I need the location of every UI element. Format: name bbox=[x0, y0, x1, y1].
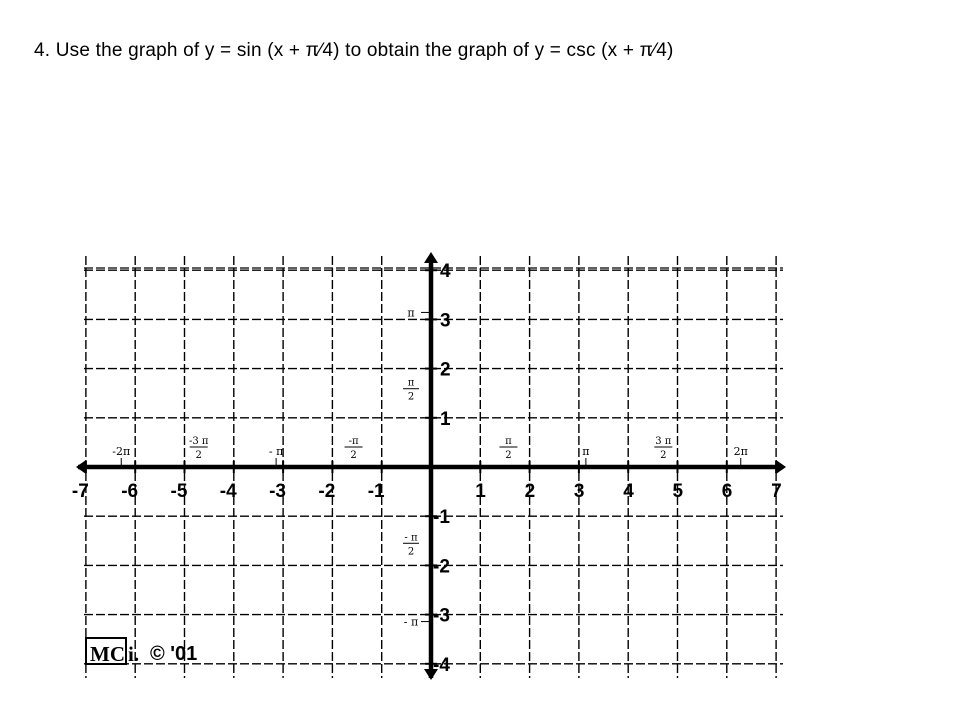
y-pi-label: π bbox=[407, 306, 415, 320]
x-tick-label: 4 bbox=[623, 481, 634, 502]
x-pi-numerator: -π bbox=[348, 436, 359, 447]
x-axis-arrow-right bbox=[776, 460, 786, 474]
x-tick-label: -1 bbox=[367, 481, 385, 502]
y-pi-denominator: 2 bbox=[407, 546, 415, 558]
y-tick-label: 1 bbox=[440, 408, 451, 430]
y-tick-label: -3 bbox=[433, 605, 450, 627]
x-pi-label: - π bbox=[268, 445, 284, 458]
x-pi-denominator: 2 bbox=[350, 450, 357, 461]
x-pi-numerator: 3 π bbox=[655, 436, 672, 447]
logo bbox=[86, 638, 197, 666]
y-tick-label: -1 bbox=[433, 507, 450, 529]
x-tick-label: -3 bbox=[269, 481, 287, 502]
x-tick-label: -7 bbox=[71, 481, 89, 502]
x-tick-label: 3 bbox=[573, 481, 585, 502]
x-tick-label: -5 bbox=[170, 481, 188, 502]
x-tick-label: 6 bbox=[721, 481, 733, 502]
x-tick-labels bbox=[72, 481, 782, 502]
axes bbox=[76, 252, 786, 680]
y-tick-label: 3 bbox=[440, 310, 451, 332]
x-tick-label: -4 bbox=[219, 481, 237, 502]
x-pi-denominator: 2 bbox=[195, 450, 202, 461]
y-axis-arrow-top bbox=[424, 252, 438, 263]
x-tick-label: -2 bbox=[318, 481, 336, 502]
y-tick-label: 4 bbox=[440, 261, 451, 283]
logo-mark: MC bbox=[90, 642, 125, 666]
x-pi-label: -2π bbox=[112, 445, 131, 458]
y-tick-label: -2 bbox=[433, 556, 450, 578]
x-tick-label: 1 bbox=[475, 481, 486, 502]
question-text: 4. Use the graph of y = sin (x + π⁄4) to obtain the graph of y = csc (x + π⁄4) bbox=[34, 40, 674, 61]
x-pi-numerator: -3 π bbox=[188, 436, 209, 447]
y-pi-numerator: - π bbox=[404, 532, 418, 544]
x-axis-arrow-left bbox=[76, 460, 86, 474]
copyright-text: © '01 bbox=[150, 643, 198, 665]
x-pi-denominator: 2 bbox=[505, 450, 512, 461]
x-tick-label: -6 bbox=[121, 481, 139, 502]
y-pi-numerator: π bbox=[407, 377, 415, 389]
x-pi-label: π bbox=[582, 445, 590, 458]
y-pi-denominator: 2 bbox=[407, 391, 415, 403]
y-tick-label: 2 bbox=[440, 359, 451, 381]
x-tick-label: 2 bbox=[524, 481, 536, 502]
x-tick-label: 5 bbox=[672, 481, 684, 502]
x-pi-denominator: 2 bbox=[660, 450, 667, 461]
y-pi-label: - π bbox=[403, 615, 419, 629]
x-pi-numerator: π bbox=[505, 436, 512, 447]
x-pi-label: 2π bbox=[733, 445, 748, 458]
y-tick-label: -4 bbox=[433, 654, 450, 676]
x-tick-label: 7 bbox=[771, 481, 782, 502]
logo-dot: i. bbox=[128, 642, 140, 666]
